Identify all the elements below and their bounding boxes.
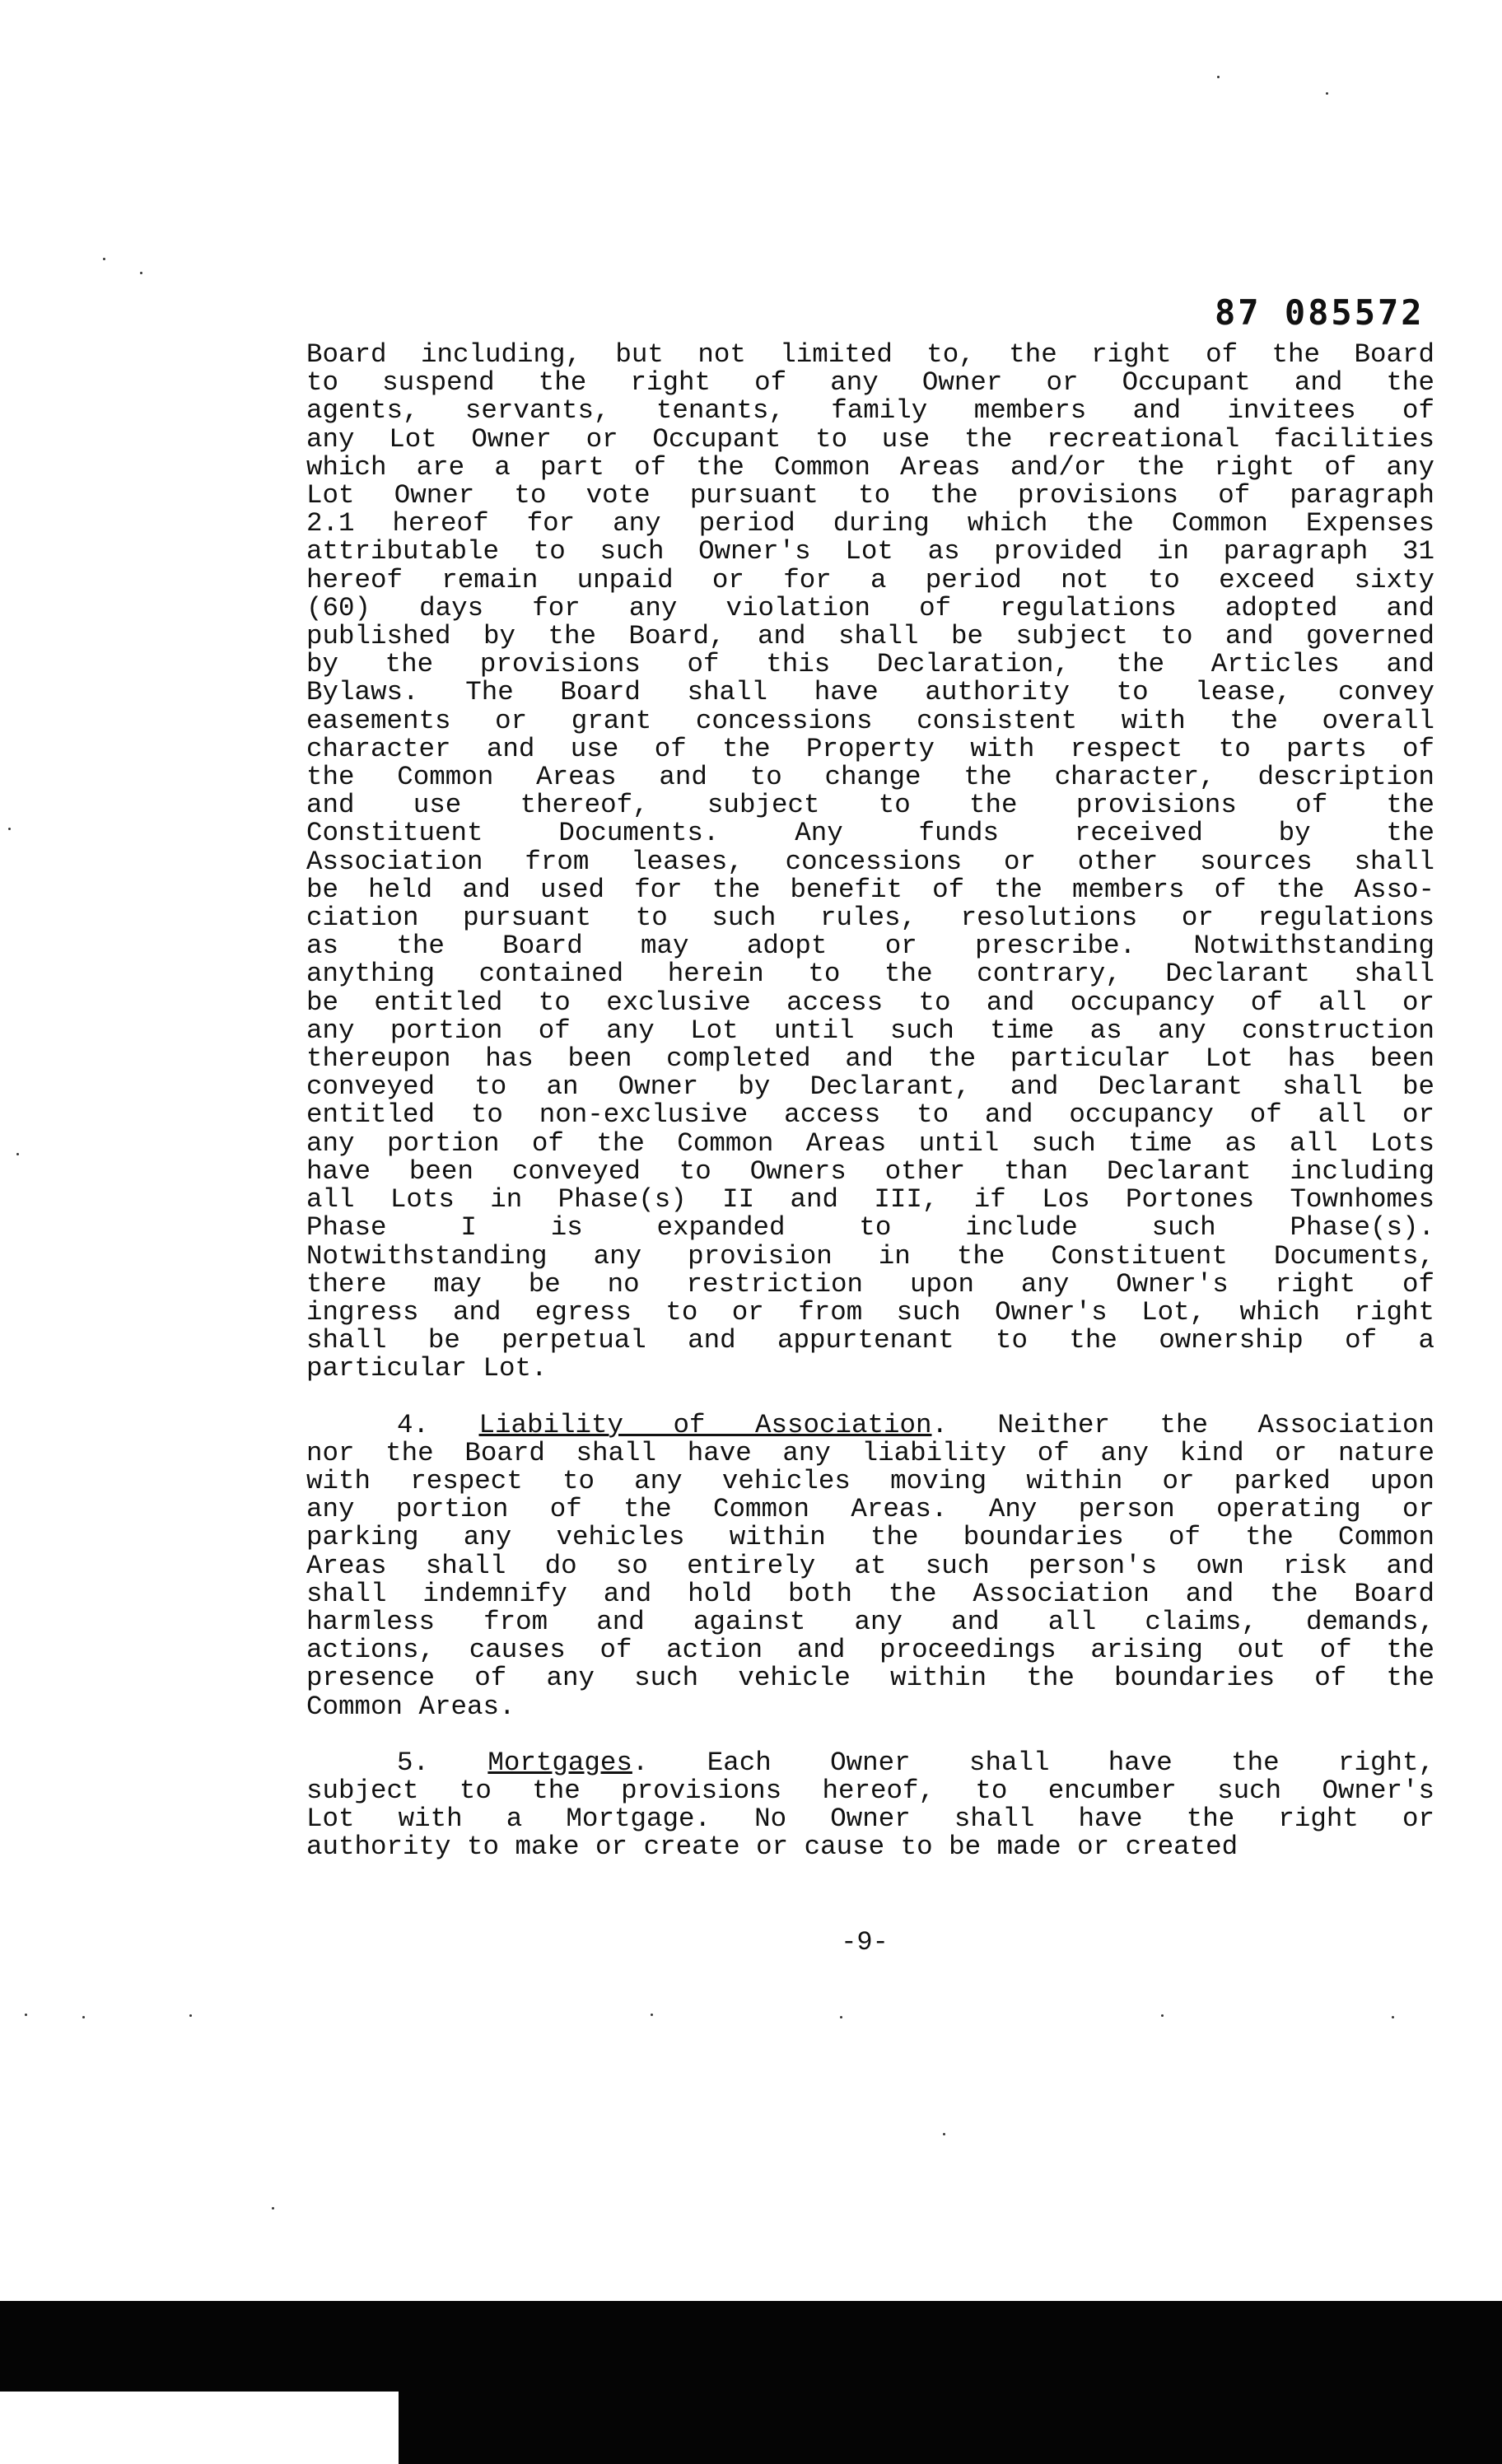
text-line: attributable to such Owner's Lot as provided in paragraph 31: [306, 536, 1434, 567]
text-line: any Lot Owner or Occupant to use the recreational facilities: [306, 423, 1434, 455]
text-line: Lot Owner to vote pursuant to the provisions of paragraph: [306, 480, 1434, 511]
section-4-liability-of-association: [306, 1409, 1434, 1722]
text-line: which are a part of the Common Areas and/or the right of any: [306, 451, 1434, 483]
scan-speck: [140, 272, 142, 274]
section-heading: Mortgages: [487, 1747, 632, 1778]
section-number: 5.: [397, 1747, 488, 1778]
text-line: by the provisions of this Declaration, the Articles and: [306, 649, 1434, 680]
text-line: the Common Areas and to change the character, description: [306, 762, 1434, 793]
text-line: any portion of any Lot until such time as any construction: [306, 1015, 1434, 1046]
text-line: (60) days for any violation of regulations adopted and: [306, 592, 1434, 623]
paragraph-continuation: [306, 341, 1434, 1384]
text-line: Association from leases, concessions or other sources shall: [306, 846, 1434, 877]
scan-speck: [16, 1153, 19, 1155]
text-line: presence of any such vehicle within the boundaries of the: [306, 1663, 1434, 1694]
text-line: Notwithstanding any provision in the Constituent Documents,: [306, 1240, 1434, 1272]
page-number: -9-: [841, 1927, 889, 1958]
text-line: as the Board may adopt or prescribe. Notwithstanding: [306, 931, 1434, 962]
section-5-mortgages: [306, 1749, 1434, 1862]
text-line: Constituent Documents. Any funds received by the: [306, 818, 1434, 849]
scan-speck: [1326, 92, 1328, 95]
text-line: authority to make or create or cause to be made or created: [306, 1832, 1238, 1863]
text-line: Common Areas.: [306, 1691, 515, 1722]
text-line: character and use of the Property with respect to parts of: [306, 733, 1434, 764]
scan-speck: [1392, 2016, 1394, 2018]
text-line: with respect to any vehicles moving within or parked upon: [306, 1465, 1434, 1496]
text-line: to suspend the right of any Owner or Occupant and the: [306, 367, 1434, 399]
section-heading-line: [306, 1409, 1434, 1440]
text-line: ingress and egress to or from such Owner's Lot, which right: [306, 1296, 1434, 1328]
text-line: anything contained herein to the contrary, Declarant shall: [306, 959, 1434, 990]
text-line: any portion of the Common Areas. Any person operating or: [306, 1494, 1434, 1525]
text-line: agents, servants, tenants, family members and invitees of: [306, 395, 1434, 427]
text-line: subject to the provisions hereof, to encumber such Owner's: [306, 1775, 1434, 1806]
scan-border-tab: [0, 2392, 399, 2464]
scan-speck: [272, 2207, 274, 2210]
text-line: all Lots in Phase(s) II and III, if Los Portones Townhomes: [306, 1184, 1434, 1216]
text-line: shall indemnify and hold both the Association and the Board: [306, 1578, 1434, 1609]
section-heading: Liability of Association: [478, 1409, 932, 1440]
text-line: Areas shall do so entirely at such person's own risk and: [306, 1550, 1434, 1581]
scan-speck: [25, 2014, 27, 2016]
text-line: shall be perpetual and appurtenant to the ownership of a: [306, 1325, 1434, 1356]
text-line: easements or grant concessions consistent with the overall: [306, 705, 1434, 736]
document-number: 87 085572: [1215, 292, 1425, 333]
text-line: hereof remain unpaid or for a period not to exceed sixty: [306, 564, 1434, 595]
scan-speck: [189, 2014, 192, 2017]
text-line: Lot with a Mortgage. No Owner shall have the right or: [306, 1804, 1434, 1835]
text-line: and use thereof, subject to the provisions of the: [306, 790, 1434, 821]
paragraph-gap: [306, 1721, 1434, 1749]
text-line: Phase I is expanded to include such Phase(s).: [306, 1212, 1434, 1244]
text-line: parking any vehicles within the boundaries of the Common: [306, 1522, 1434, 1553]
text-line: particular Lot.: [306, 1353, 548, 1384]
text-line: published by the Board, and shall be subject to and governed: [306, 621, 1434, 652]
text-line: Bylaws. The Board shall have authority to lease, convey: [306, 677, 1434, 708]
text-line: nor the Board shall have any liability of any kind or nature: [306, 1437, 1434, 1468]
text-line: entitled to non-exclusive access to and occupancy of all or: [306, 1099, 1434, 1131]
text-line: be entitled to exclusive access to and occupancy of all or: [306, 987, 1434, 1018]
paragraph-gap: [306, 1384, 1434, 1412]
scan-speck: [103, 258, 105, 260]
text-line: harmless from and against any and all claims, demands,: [306, 1606, 1434, 1637]
text-line: thereupon has been completed and the particular Lot has been: [306, 1043, 1434, 1075]
text-line: ciation pursuant to such rules, resolutions or regulations: [306, 903, 1434, 934]
scan-speck: [1161, 2014, 1164, 2017]
text-line: conveyed to an Owner by Declarant, and Declarant shall be: [306, 1071, 1434, 1103]
scan-speck: [651, 2014, 653, 2016]
document-body: [306, 341, 1434, 1862]
text-line: any portion of the Common Areas until such time as all Lots: [306, 1127, 1434, 1159]
text-line: have been conveyed to Owners other than Declarant including: [306, 1155, 1434, 1187]
scan-speck: [943, 2133, 945, 2135]
scan-speck: [840, 2016, 842, 2018]
text-line: there may be no restriction upon any Owner's right of: [306, 1268, 1434, 1300]
scan-speck: [8, 828, 11, 830]
section-heading-rest: . Neither the Association: [931, 1409, 1434, 1440]
text-line: actions, causes of action and proceedings arising out of the: [306, 1635, 1434, 1666]
scan-speck: [1217, 76, 1220, 78]
text-line: be held and used for the benefit of the members of the Asso-: [306, 874, 1434, 905]
scan-speck: [82, 2016, 85, 2018]
text-line: 2.1 hereof for any period during which the Common Expenses: [306, 508, 1434, 539]
section-heading-line: [306, 1749, 1434, 1777]
section-heading-rest: . Each Owner shall have the right,: [632, 1747, 1435, 1778]
section-number: 4.: [397, 1409, 479, 1440]
text-line: Board including, but not limited to, the right of the Board: [306, 339, 1434, 370]
